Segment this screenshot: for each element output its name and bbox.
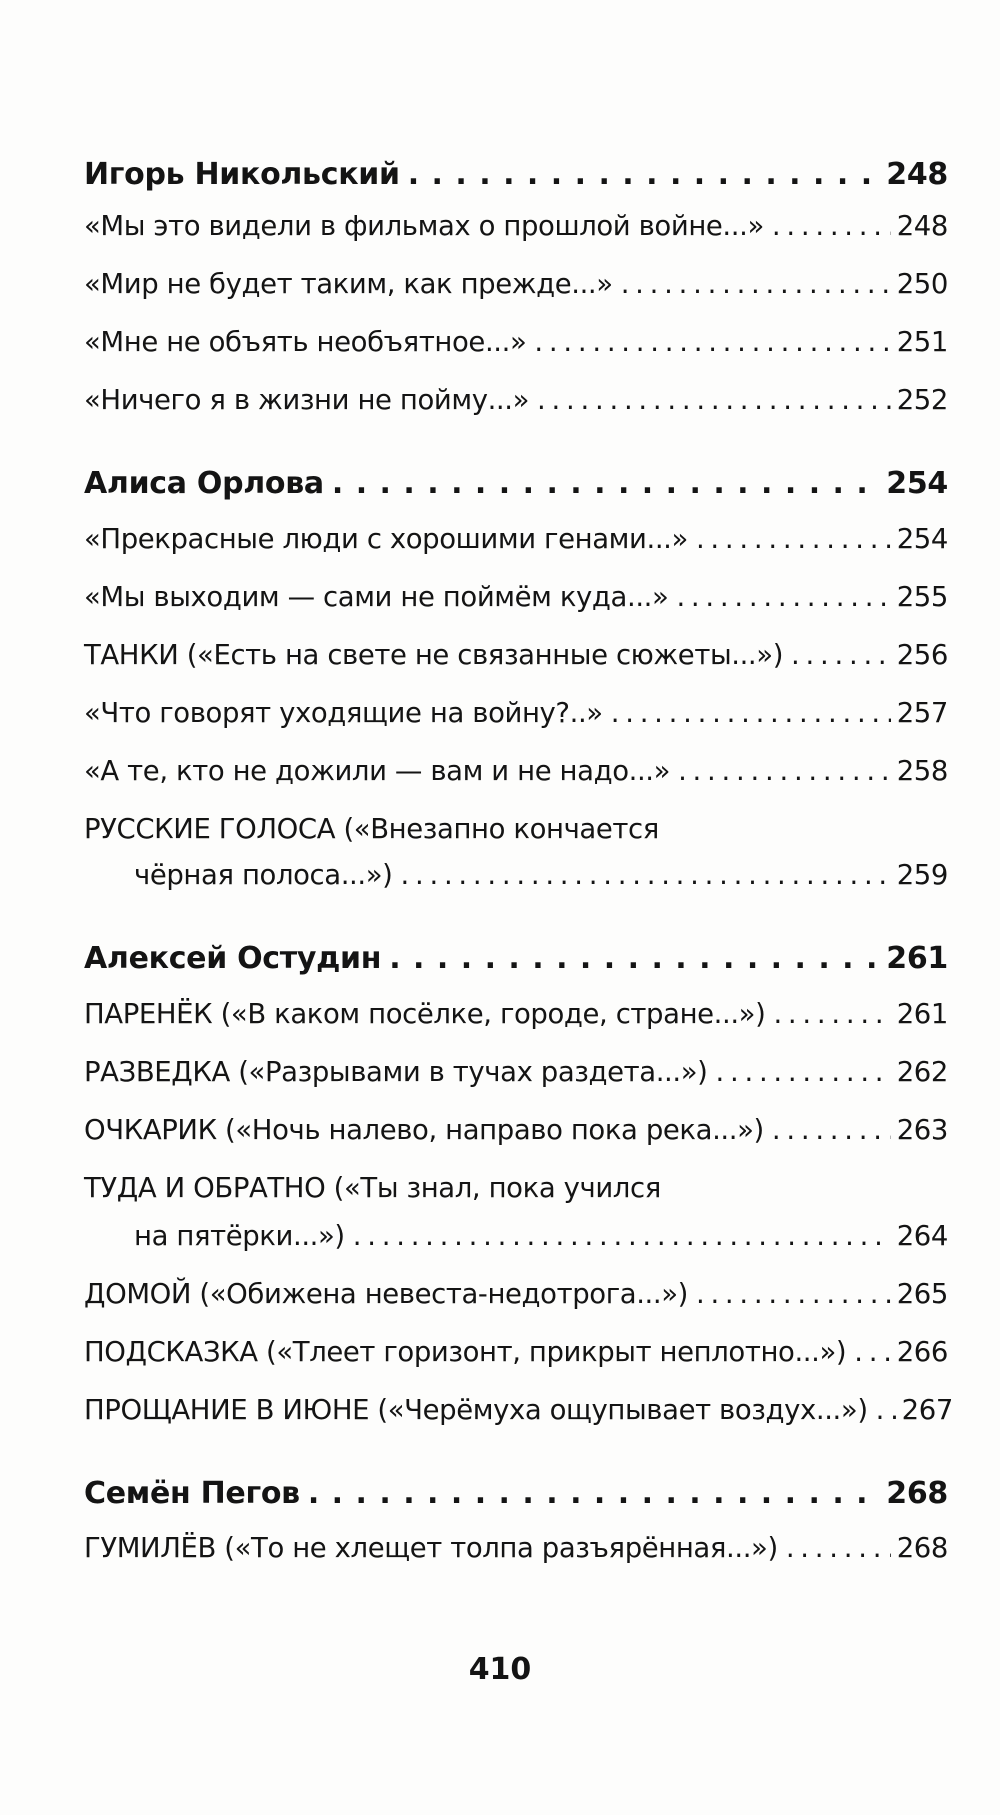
entry-title: чёрная полоса...») — [134, 859, 393, 891]
toc-entry — [84, 695, 948, 731]
toc-entry — [84, 996, 948, 1032]
toc-entry — [84, 753, 948, 789]
dot-leader — [353, 1218, 891, 1254]
page-ref: 251 — [896, 326, 948, 358]
page-ref: 263 — [896, 1114, 948, 1146]
toc-entry — [84, 579, 948, 615]
author-name: Игорь Никольский — [84, 157, 400, 192]
entry-title: ОЧКАРИК («Ночь налево, направо пока река...») — [84, 1114, 764, 1146]
entry-title: «Мне не объять необъятное...» — [84, 326, 527, 358]
toc-entry — [84, 208, 948, 244]
dot-leader — [534, 324, 890, 360]
page-ref: 255 — [896, 581, 948, 613]
entry-title-line1: РУССКИЕ ГОЛОСА («Внезапно кончается — [84, 813, 659, 845]
page-ref: 261 — [896, 998, 948, 1030]
toc-entry — [84, 382, 948, 418]
entry-title: «Мир не будет таким, как прежде...» — [84, 268, 613, 300]
dot-leader — [772, 1112, 891, 1148]
dot-leader — [716, 1054, 891, 1090]
dot-leader — [696, 1276, 891, 1312]
toc-entry — [84, 637, 948, 673]
dot-leader — [678, 753, 891, 789]
page-ref: 262 — [896, 1056, 948, 1088]
dot-leader — [537, 382, 891, 418]
toc-entry — [84, 266, 948, 302]
entry-title: ТАНКИ («Есть на свете не связанные сюжеты...») — [84, 639, 784, 671]
toc-entry — [134, 1218, 948, 1254]
dot-leader — [308, 1476, 880, 1512]
entry-title-line1: ТУДА И ОБРАТНО («Ты знал, пока учился — [84, 1172, 661, 1204]
page-ref: 259 — [896, 859, 948, 891]
entry-title: «Что говорят уходящие на войну?..» — [84, 697, 603, 729]
toc-entry — [84, 521, 948, 557]
page-ref: 254 — [886, 466, 948, 501]
toc-entry — [84, 1112, 948, 1148]
entry-title: на пятёрки...») — [134, 1220, 345, 1252]
entry-title: «Прекрасные люди с хорошими генами...» — [84, 523, 688, 555]
entry-title: ГУМИЛЁВ («То не хлещет толпа разъярённая...») — [84, 1532, 778, 1564]
dot-leader — [854, 1334, 890, 1370]
page-ref: 268 — [886, 1476, 948, 1511]
author-heading — [84, 1476, 948, 1512]
page-ref: 265 — [896, 1278, 948, 1310]
entry-title: ПРОЩАНИЕ В ИЮНЕ («Черёмуха ощупывает воздух...») — [84, 1394, 868, 1426]
toc-entry — [84, 1530, 948, 1566]
page-ref: 257 — [896, 697, 948, 729]
dot-leader — [611, 695, 891, 731]
dot-leader — [332, 466, 880, 502]
author-heading — [84, 157, 948, 193]
page-ref: 258 — [896, 755, 948, 787]
dot-leader — [876, 1392, 896, 1428]
toc-entry — [84, 1276, 948, 1312]
dot-leader — [389, 941, 880, 977]
dot-leader — [696, 521, 891, 557]
dot-leader — [772, 208, 891, 244]
page-ref: 264 — [896, 1220, 948, 1252]
page-ref: 266 — [896, 1336, 948, 1368]
dot-leader — [791, 637, 891, 673]
dot-leader — [773, 996, 890, 1032]
toc-entry — [84, 324, 948, 360]
entry-title: «Ничего я в жизни не пойму...» — [84, 384, 530, 416]
page-ref: 256 — [896, 639, 948, 671]
toc-entry — [84, 1054, 948, 1090]
toc-entry — [84, 1334, 948, 1370]
entry-title: ПАРЕНЁК («В каком посёлке, городе, стране...») — [84, 998, 766, 1030]
dot-leader — [621, 266, 891, 302]
page-ref: 248 — [886, 157, 948, 192]
entry-title: РАЗВЕДКА («Разрывами в тучах раздета...») — [84, 1056, 708, 1088]
toc-entry — [84, 1392, 953, 1428]
author-name: Семён Пегов — [84, 1476, 300, 1511]
entry-title: «Мы это видели в фильмах о прошлой войне...» — [84, 210, 764, 242]
page-ref: 254 — [896, 523, 948, 555]
page-ref: 250 — [896, 268, 948, 300]
dot-leader — [676, 579, 890, 615]
entry-title: «Мы выходим — сами не поймём куда...» — [84, 581, 669, 613]
page-ref: 268 — [896, 1532, 948, 1564]
toc-entry — [134, 857, 948, 893]
page-ref: 252 — [896, 384, 948, 416]
page-ref: 248 — [896, 210, 948, 242]
entry-title: ПОДСКАЗКА («Тлеет горизонт, прикрыт неплотно...») — [84, 1336, 847, 1368]
dot-leader — [401, 857, 891, 893]
dot-leader — [786, 1530, 891, 1566]
page-ref: 261 — [886, 941, 948, 976]
entry-title: ДОМОЙ («Обижена невеста-недотрога...») — [84, 1278, 688, 1310]
author-name: Алиса Орлова — [84, 466, 324, 501]
dot-leader — [408, 157, 881, 193]
author-heading — [84, 941, 948, 977]
page-number: 410 — [468, 1652, 532, 1687]
page-ref: 267 — [901, 1394, 953, 1426]
author-name: Алексей Остудин — [84, 941, 382, 976]
entry-title: «А те, кто не дожили — вам и не надо...» — [84, 755, 671, 787]
author-heading — [84, 466, 948, 502]
